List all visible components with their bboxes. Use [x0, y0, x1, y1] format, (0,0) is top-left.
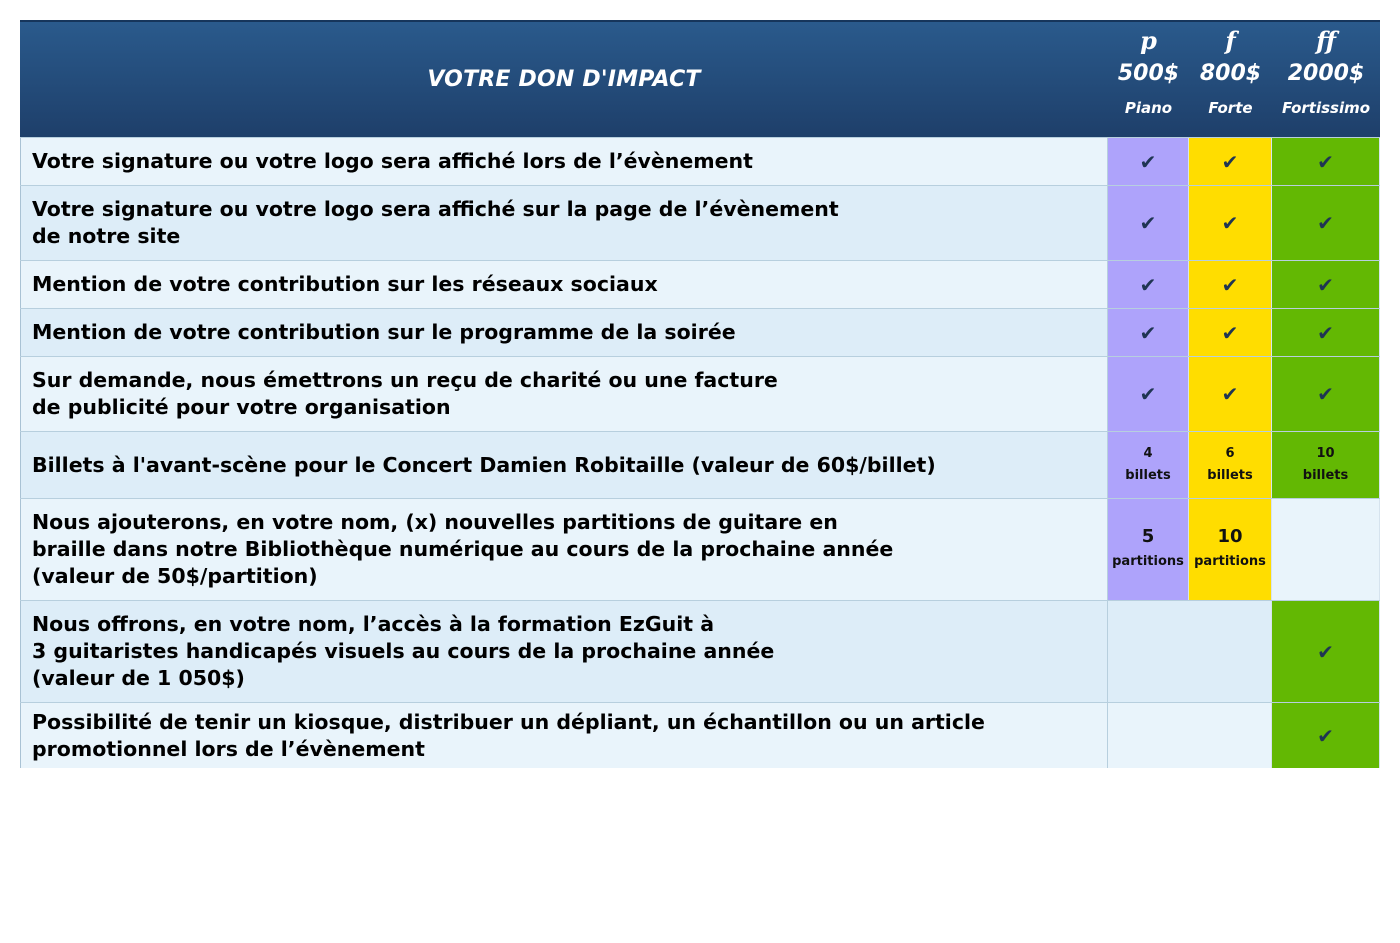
benefit-description: Nous offrons, en votre nom, l’accès à la formation EzGuit à 3 guitaristes handicapés visuels au cours de la prochaine année (valeur de 1 050$) — [20, 601, 1108, 702]
check-icon: ✔ — [1221, 272, 1239, 297]
forte-cell — [1189, 309, 1272, 356]
tier-piano-name: Piano — [1124, 99, 1173, 117]
table-row — [20, 498, 1380, 600]
tier-fortissimo-price: 2000$ — [1287, 61, 1365, 86]
tier-forte-header — [1189, 22, 1272, 137]
piano-cell — [1108, 186, 1189, 260]
piano-forte-cell-empty — [1108, 703, 1272, 768]
check-icon: ✔ — [1317, 723, 1334, 748]
ticket-unit: billets — [1207, 468, 1253, 483]
partition-unit: partitions — [1194, 553, 1266, 569]
ticket-count: 10 — [1316, 446, 1335, 461]
table-header — [20, 20, 1380, 137]
piano-forte-cell-empty — [1108, 601, 1272, 702]
table-row — [20, 308, 1380, 356]
dynamic-ff-symbol: ff — [1316, 26, 1336, 55]
check-icon: ✔ — [1139, 320, 1157, 345]
tier-fortissimo-header — [1272, 22, 1380, 137]
piano-cell — [1108, 309, 1189, 356]
piano-cell — [1108, 499, 1189, 600]
check-icon: ✔ — [1221, 149, 1239, 174]
partition-count: 5 — [1141, 525, 1155, 547]
fortissimo-cell — [1272, 601, 1380, 702]
benefit-description: Mention de votre contribution sur les réseaux sociaux — [20, 261, 1108, 308]
forte-cell — [1189, 138, 1272, 185]
tier-fortissimo-name: Fortissimo — [1281, 99, 1371, 117]
piano-cell — [1108, 357, 1189, 431]
check-icon: ✔ — [1317, 382, 1334, 406]
piano-cell — [1108, 138, 1189, 185]
benefit-description: Votre signature ou votre logo sera affiché sur la page de l’évènement de notre site — [20, 186, 1108, 260]
table-row — [20, 185, 1380, 260]
tier-forte-price: 800$ — [1199, 61, 1262, 86]
ticket-count: 6 — [1225, 446, 1235, 461]
ticket-count: 4 — [1143, 446, 1153, 461]
table-row — [20, 260, 1380, 308]
tier-piano-header — [1108, 22, 1189, 137]
fortissimo-cell — [1272, 186, 1380, 260]
piano-cell — [1108, 432, 1189, 498]
fortissimo-cell — [1272, 432, 1380, 498]
forte-cell — [1189, 357, 1272, 431]
forte-cell — [1189, 499, 1272, 600]
benefit-description: Votre signature ou votre logo sera affiché lors de l’évènement — [20, 138, 1108, 185]
ticket-unit: billets — [1302, 468, 1349, 483]
check-icon: ✔ — [1221, 320, 1239, 345]
table-row — [20, 137, 1380, 185]
table-title: VOTRE DON D'IMPACT — [427, 67, 701, 92]
fortissimo-cell-empty — [1272, 499, 1380, 600]
table-row — [20, 600, 1380, 702]
piano-cell — [1108, 261, 1189, 308]
forte-cell — [1189, 186, 1272, 260]
benefit-description: Billets à l'avant-scène pour le Concert Damien Robitaille (valeur de 60$/billet) — [20, 432, 1108, 498]
check-icon: ✔ — [1221, 382, 1239, 406]
check-icon: ✔ — [1317, 211, 1334, 235]
check-icon: ✔ — [1317, 272, 1334, 297]
check-icon: ✔ — [1317, 639, 1334, 664]
table-row — [20, 431, 1380, 498]
benefit-description: Sur demande, nous émettrons un reçu de charité ou une facture de publicité pour votre organisation — [20, 357, 1108, 431]
fortissimo-cell — [1272, 138, 1380, 185]
dynamic-p-symbol: p — [1140, 26, 1157, 55]
benefit-description: Possibilité de tenir un kiosque, distribuer un dépliant, un échantillon ou un article promotionnel lors de l’évènement — [20, 703, 1108, 768]
partition-count: 10 — [1217, 525, 1243, 547]
check-icon: ✔ — [1139, 272, 1157, 297]
forte-cell — [1189, 261, 1272, 308]
check-icon: ✔ — [1221, 211, 1239, 235]
benefit-description: Mention de votre contribution sur le programme de la soirée — [20, 309, 1108, 356]
benefit-description: Nous ajouterons, en votre nom, (x) nouvelles partitions de guitare en braille dans notre Bibliothèque numérique au cours de la prochaine année (valeur de 50$/partition) — [20, 499, 1108, 600]
dynamic-f-symbol: f — [1225, 26, 1236, 55]
sponsorship-table — [20, 20, 1380, 768]
table-row — [20, 356, 1380, 431]
tier-piano-price: 500$ — [1117, 61, 1180, 86]
ticket-unit: billets — [1125, 468, 1171, 483]
fortissimo-cell — [1272, 703, 1380, 768]
partition-unit: partitions — [1112, 553, 1184, 569]
check-icon: ✔ — [1139, 382, 1157, 406]
table-row — [20, 702, 1380, 768]
check-icon: ✔ — [1317, 320, 1334, 345]
fortissimo-cell — [1272, 261, 1380, 308]
tier-forte-name: Forte — [1208, 99, 1253, 117]
check-icon: ✔ — [1139, 211, 1157, 235]
check-icon: ✔ — [1317, 149, 1334, 174]
forte-cell — [1189, 432, 1272, 498]
fortissimo-cell — [1272, 309, 1380, 356]
fortissimo-cell — [1272, 357, 1380, 431]
check-icon: ✔ — [1139, 149, 1157, 174]
